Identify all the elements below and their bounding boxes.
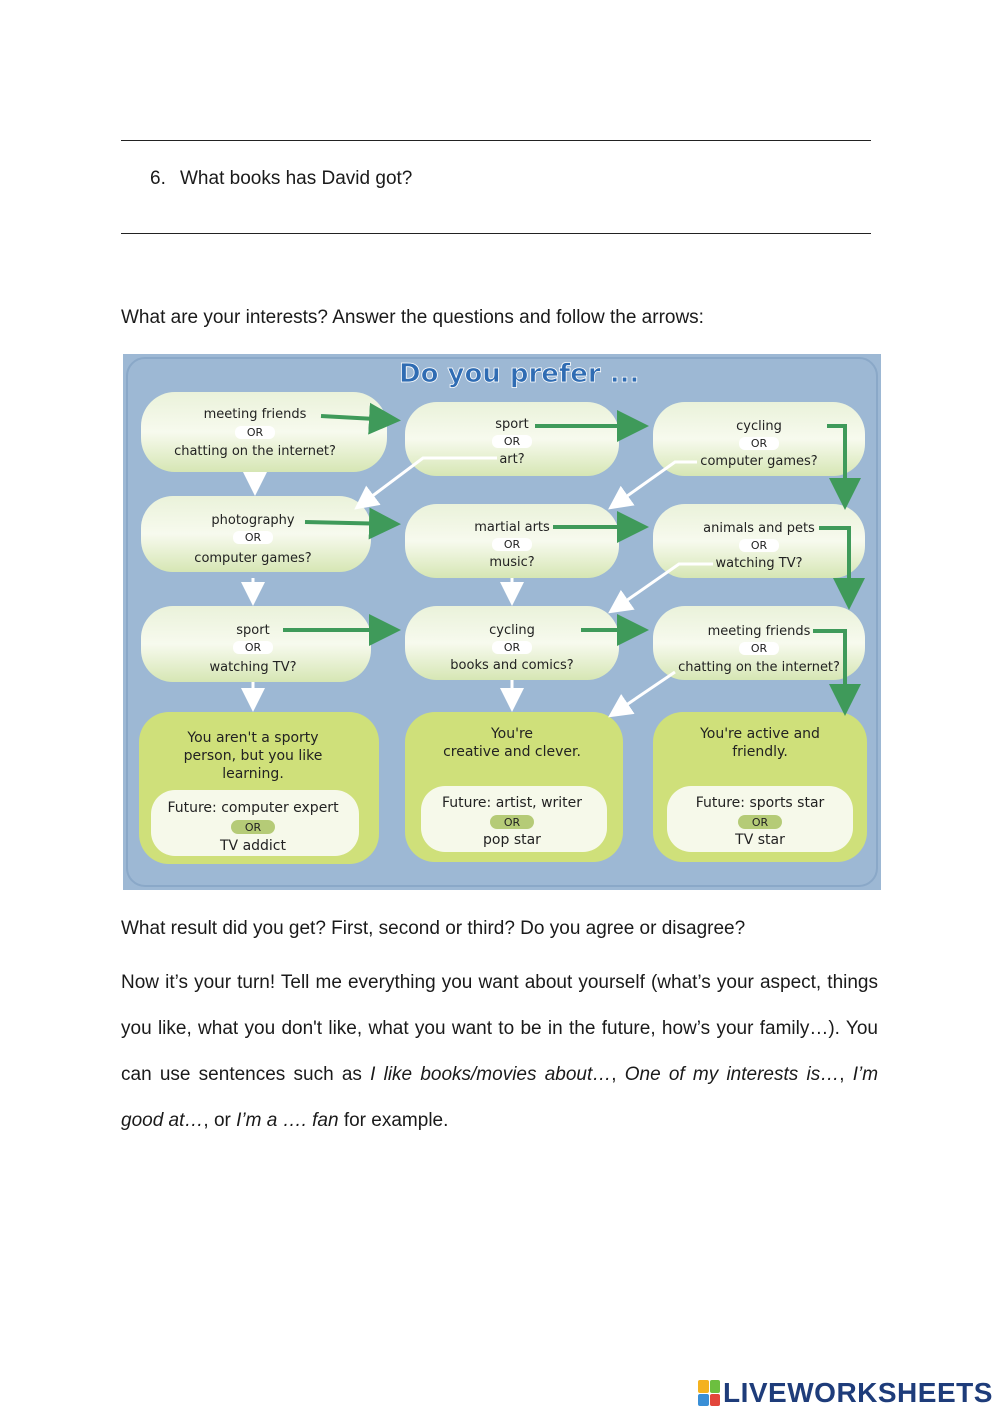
result-question: What result did you get? First, second or third? Do you agree or disagree?: [121, 918, 746, 939]
or-label: OR: [246, 426, 264, 439]
your-turn-paragraph: [121, 960, 878, 1144]
logo-text: LIVEWORKSHEETS: [723, 1377, 993, 1408]
arrow-r2c1-to-r2c2: [305, 522, 393, 524]
turn-text-5: for example.: [338, 1110, 449, 1131]
option-a: meeting friends: [203, 407, 307, 422]
turn-text-1: Now it’s your turn! Tell me everything you want about yourself (what’s your aspect, things you like, what you don't like, what you want to be in the future, how’s your family…). You can use sentences such as: [121, 972, 878, 1085]
question-bubble-r2c1: [141, 496, 371, 572]
chart-title: Do you prefer ...: [399, 359, 640, 389]
answer-line-2[interactable]: [121, 233, 871, 234]
option-b: computer games?: [700, 454, 818, 469]
question-bubble-r2c3: [653, 504, 865, 578]
or-label: OR: [244, 641, 262, 654]
example-phrase-4: I’m a …. fan: [236, 1110, 339, 1131]
option-b: chatting on the internet?: [174, 444, 336, 459]
example-phrase-1: I like books/movies about…: [370, 1064, 612, 1085]
question-bubble-r1c1: [141, 392, 387, 472]
result-box-3: [653, 712, 867, 862]
question-text: What books has David got?: [180, 168, 413, 189]
option-a: cycling: [736, 419, 782, 434]
option-a: sport: [495, 417, 529, 432]
result-box-1: [139, 712, 379, 864]
result-desc-line: person, but you like: [183, 748, 323, 764]
result-desc-line: friendly.: [732, 744, 788, 760]
future-b: TV star: [735, 832, 785, 848]
intro-text: What are your interests? Answer the questions and follow the arrows:: [121, 307, 704, 328]
option-b: watching TV?: [715, 556, 803, 571]
option-b: computer games?: [194, 551, 312, 566]
future-b: pop star: [483, 832, 541, 848]
future-a: Future: computer expert: [167, 800, 339, 816]
result-box-2: [405, 712, 623, 862]
question-bubble-r1c2: [405, 402, 619, 476]
logo-icon: [698, 1380, 720, 1406]
question-number: 6.: [150, 168, 166, 189]
example-phrase-3: I’m good at…: [121, 1064, 879, 1131]
option-a: cycling: [489, 623, 535, 638]
question-bubble-r1c3: [653, 402, 865, 476]
or-label: OR: [503, 641, 521, 654]
or-label: OR: [750, 642, 768, 655]
example-phrase-2: One of my interests is…: [624, 1064, 840, 1085]
option-a: martial arts: [474, 520, 550, 535]
option-a: meeting friends: [707, 624, 811, 639]
turn-text-2: ,: [611, 1064, 625, 1085]
option-a: animals and pets: [703, 521, 815, 536]
option-a: sport: [236, 623, 270, 638]
or-label: OR: [750, 539, 768, 552]
flowchart-figure: [123, 354, 881, 890]
turn-text-3: ,: [839, 1064, 853, 1085]
future-a: Future: artist, writer: [441, 795, 583, 811]
turn-text-4: , or: [203, 1110, 237, 1131]
result-desc-line: learning.: [222, 766, 284, 782]
question-bubble-r2c2: [405, 504, 619, 578]
question-bubble-r3c2: [405, 606, 619, 680]
answer-line-1[interactable]: [121, 140, 871, 141]
option-b: music?: [489, 555, 535, 570]
option-b: art?: [499, 452, 525, 467]
result-desc-line: You're: [490, 726, 534, 742]
or-label: OR: [503, 538, 521, 551]
or-label: OR: [244, 821, 262, 834]
result-desc-line: creative and clever.: [443, 744, 581, 760]
question-6: [150, 168, 412, 190]
result-desc-line: You're active and: [700, 726, 820, 742]
question-bubble-r3c1: [141, 606, 371, 682]
question-bubble-r3c3: [653, 606, 865, 680]
or-label: OR: [751, 816, 769, 829]
or-label: OR: [503, 816, 521, 829]
option-b: watching TV?: [209, 660, 297, 675]
or-label: OR: [244, 531, 262, 544]
option-b: books and comics?: [450, 658, 574, 673]
option-b: chatting on the internet?: [678, 660, 840, 675]
future-a: Future: sports star: [695, 795, 825, 811]
or-label: OR: [750, 437, 768, 450]
future-b: TV addict: [219, 838, 287, 854]
liveworksheets-logo[interactable]: [698, 1377, 993, 1409]
option-a: photography: [211, 513, 295, 528]
or-label: OR: [503, 435, 521, 448]
result-desc-line: You aren't a sporty: [187, 730, 319, 746]
